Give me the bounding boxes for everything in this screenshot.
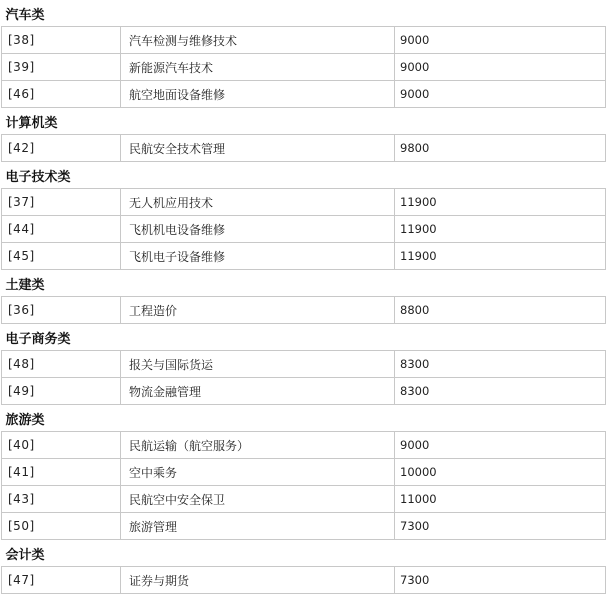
major-code: [47] <box>2 567 121 594</box>
major-name: 空中乘务 <box>121 459 395 486</box>
major-name: 旅游管理 <box>121 513 395 540</box>
major-code: [45] <box>2 243 121 270</box>
major-code: [39] <box>2 54 121 81</box>
table-row <box>2 297 606 324</box>
tuition-fee: 11000 <box>395 486 606 513</box>
tuition-fee: 8800 <box>395 297 606 324</box>
major-code: [41] <box>2 459 121 486</box>
major-code: [46] <box>2 81 121 108</box>
table-row <box>2 486 606 513</box>
category-title: 旅游类 <box>2 405 606 432</box>
table-row <box>2 243 606 270</box>
major-name: 民航空中安全保卫 <box>121 486 395 513</box>
major-name: 物流金融管理 <box>121 378 395 405</box>
table-row <box>2 567 606 594</box>
major-code: [38] <box>2 27 121 54</box>
major-name: 证券与期货 <box>121 567 395 594</box>
category-title: 电子商务类 <box>2 324 606 351</box>
table-row <box>2 351 606 378</box>
tuition-fee: 10000 <box>395 459 606 486</box>
category-title: 计算机类 <box>2 108 606 135</box>
major-name: 无人机应用技术 <box>121 189 395 216</box>
table-row <box>2 54 606 81</box>
tuition-table <box>1 0 606 594</box>
category-title: 电子技术类 <box>2 162 606 189</box>
tuition-fee: 9800 <box>395 135 606 162</box>
category-header-row <box>2 162 606 189</box>
table-row <box>2 513 606 540</box>
major-name: 汽车检测与维修技术 <box>121 27 395 54</box>
table-row <box>2 189 606 216</box>
major-code: [36] <box>2 297 121 324</box>
table-row <box>2 81 606 108</box>
tuition-table-body <box>2 0 606 594</box>
tuition-fee: 9000 <box>395 27 606 54</box>
table-row <box>2 135 606 162</box>
major-code: [42] <box>2 135 121 162</box>
major-code: [37] <box>2 189 121 216</box>
tuition-fee: 11900 <box>395 243 606 270</box>
category-header-row <box>2 108 606 135</box>
major-code: [40] <box>2 432 121 459</box>
tuition-fee: 8300 <box>395 378 606 405</box>
major-code: [43] <box>2 486 121 513</box>
category-title: 汽车类 <box>2 0 606 27</box>
major-code: [50] <box>2 513 121 540</box>
table-row <box>2 27 606 54</box>
category-title: 土建类 <box>2 270 606 297</box>
table-row <box>2 378 606 405</box>
tuition-fee: 8300 <box>395 351 606 378</box>
category-header-row <box>2 0 606 27</box>
category-header-row <box>2 324 606 351</box>
tuition-fee: 11900 <box>395 216 606 243</box>
major-code: [44] <box>2 216 121 243</box>
table-row <box>2 216 606 243</box>
category-header-row <box>2 405 606 432</box>
tuition-fee: 9000 <box>395 81 606 108</box>
table-row <box>2 459 606 486</box>
tuition-fee: 7300 <box>395 513 606 540</box>
tuition-fee: 9000 <box>395 432 606 459</box>
tuition-fee: 7300 <box>395 567 606 594</box>
major-name: 飞机电子设备维修 <box>121 243 395 270</box>
category-header-row <box>2 540 606 567</box>
major-code: [48] <box>2 351 121 378</box>
category-header-row <box>2 270 606 297</box>
major-name: 飞机机电设备维修 <box>121 216 395 243</box>
category-title: 会计类 <box>2 540 606 567</box>
tuition-fee: 9000 <box>395 54 606 81</box>
major-name: 报关与国际货运 <box>121 351 395 378</box>
major-name: 工程造价 <box>121 297 395 324</box>
tuition-fee: 11900 <box>395 189 606 216</box>
major-name: 航空地面设备维修 <box>121 81 395 108</box>
major-name: 民航安全技术管理 <box>121 135 395 162</box>
major-name: 民航运输（航空服务） <box>121 432 395 459</box>
major-name: 新能源汽车技术 <box>121 54 395 81</box>
table-row <box>2 432 606 459</box>
major-code: [49] <box>2 378 121 405</box>
